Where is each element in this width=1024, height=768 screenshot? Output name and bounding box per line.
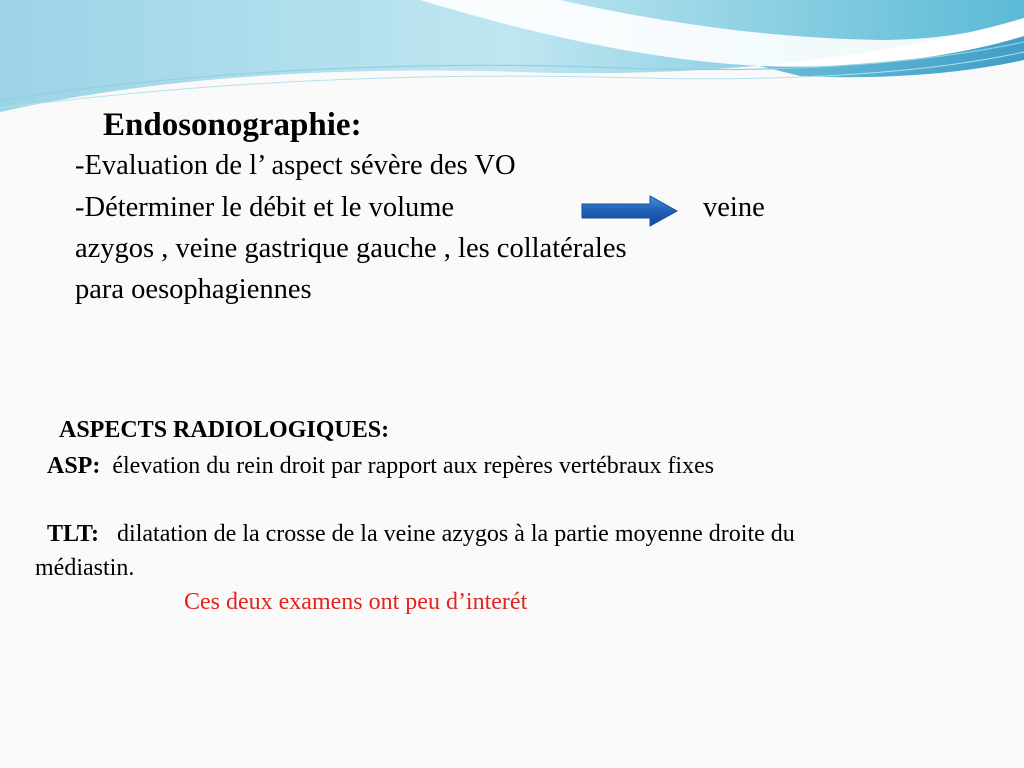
bullet-line-2: -Déterminer le débit et le volume [75, 192, 455, 223]
bullet-line-1: -Evaluation de l’ aspect sévère des VO [75, 150, 516, 181]
bullet-line-4: para oesophagiennes [75, 274, 312, 305]
right-arrow-icon [580, 195, 680, 227]
tlt-label: TLT: [47, 521, 100, 547]
asp-text: élevation du rein droit par rapport aux repères vertébraux fixes [112, 453, 715, 479]
tlt-text: dilatation de la crosse de la veine azygos à la partie moyenne droite du [117, 521, 795, 547]
tlt-line [47, 519, 795, 549]
heading-aspects-radiologiques: ASPECTS RADIOLOGIQUES: [59, 417, 390, 443]
heading-endosonographie: Endosonographie: [103, 107, 362, 143]
bullet-line-3: azygos , veine gastrique gauche , les collatérales [75, 233, 627, 264]
note-red: Ces deux examens ont peu d’interét [184, 589, 528, 615]
asp-line [47, 451, 714, 481]
asp-label: ASP: [47, 453, 101, 479]
tlt-line-continued: médiastin. [35, 555, 135, 581]
bullet-line-2-right: veine [703, 192, 765, 223]
